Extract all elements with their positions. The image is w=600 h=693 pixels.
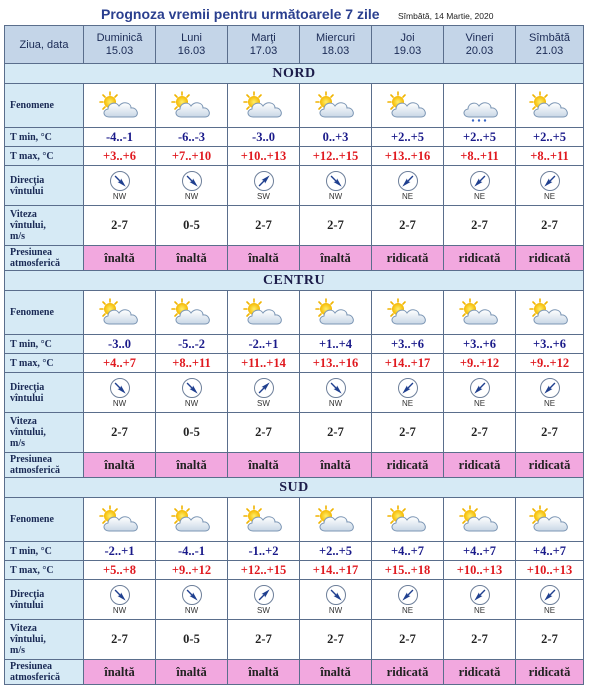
- wind-speed-value: 2-7: [228, 206, 300, 246]
- row-label-wind-dir: [5, 580, 84, 620]
- pressure-value: ridicată: [444, 660, 516, 685]
- wind-compass-icon: [516, 170, 583, 192]
- wind-speed-value: 2-7: [372, 620, 444, 660]
- tmin-row: [5, 542, 584, 561]
- wind-speed-value: 2-7: [372, 206, 444, 246]
- wind-dir-cell: [372, 580, 444, 620]
- day-date: 18.03: [321, 44, 350, 57]
- tmax-value: +15..+18: [372, 561, 444, 580]
- weather-cell: [372, 498, 444, 542]
- row-label-wind-dir: [5, 166, 84, 206]
- day-name: Duminică: [96, 31, 143, 44]
- pressure-value: ridicată: [372, 246, 444, 271]
- wind-dir-cell: [84, 166, 156, 206]
- wind-speed-value: 0-5: [156, 206, 228, 246]
- weather-cell: [444, 291, 516, 335]
- day-header: [300, 26, 372, 64]
- partly-cloudy-icon: [156, 297, 227, 329]
- label-line: atmosferică: [10, 465, 60, 476]
- label-line: vîntului,: [10, 634, 46, 645]
- row-label-wind-speed: [5, 206, 84, 246]
- partly-cloudy-icon: [444, 297, 515, 329]
- wind-speed-value: 2-7: [372, 413, 444, 453]
- tmin-value: -4..-1: [84, 128, 156, 147]
- wind-dir-cell: [228, 166, 300, 206]
- partly-cloudy-icon: [372, 90, 443, 122]
- wind-speed-value: 2-7: [444, 206, 516, 246]
- pressure-value: înaltă: [228, 660, 300, 685]
- label-line: Presiunea: [10, 247, 53, 258]
- tmax-row: [5, 354, 584, 373]
- weather-cell: [516, 84, 584, 128]
- day-name: Vineri: [465, 31, 494, 44]
- label-line: Direcţia: [10, 588, 45, 600]
- wind-dir-label: NW: [184, 399, 199, 408]
- wind-speed-value: 2-7: [84, 413, 156, 453]
- wind-dir-cell: [444, 580, 516, 620]
- partly-cloudy-icon: [516, 90, 583, 122]
- forecast-table: [4, 25, 584, 685]
- tmax-value: +12..+15: [300, 147, 372, 166]
- pressure-value: înaltă: [300, 660, 372, 685]
- row-label-tmin: T min, °C: [5, 128, 84, 147]
- wind-compass-icon: [516, 377, 583, 399]
- pressure-value: înaltă: [84, 246, 156, 271]
- wind-dir-label: NW: [328, 606, 343, 615]
- weather-cell: [156, 291, 228, 335]
- day-header: [84, 26, 156, 64]
- partly-cloudy-icon: [84, 90, 155, 122]
- current-date: Sîmbătă, 14 Martie, 2020: [398, 11, 494, 21]
- row-label-pressure: [5, 453, 84, 478]
- weather-cell: [444, 498, 516, 542]
- tmax-value: +10..+13: [228, 147, 300, 166]
- wind-compass-icon: [228, 584, 299, 606]
- wind-dir-cell: [84, 580, 156, 620]
- weather-cell: [84, 84, 156, 128]
- wind-dir-cell: [156, 580, 228, 620]
- tmax-value: +12..+15: [228, 561, 300, 580]
- wind-compass-icon: [516, 584, 583, 606]
- tmax-value: +10..+13: [516, 561, 584, 580]
- wind-dir-cell: [444, 166, 516, 206]
- tmin-value: +4..+7: [516, 542, 584, 561]
- wind-speed-row: [5, 620, 584, 660]
- label-line: Presiunea: [10, 661, 53, 672]
- wind-compass-icon: [444, 377, 515, 399]
- tmin-value: -2..+1: [84, 542, 156, 561]
- tmax-value: +5..+8: [84, 561, 156, 580]
- tmax-value: +13..+16: [300, 354, 372, 373]
- region-title: SUD: [5, 478, 584, 498]
- partly-cloudy-icon: [372, 297, 443, 329]
- wind-speed-row: [5, 206, 584, 246]
- pressure-value: ridicată: [516, 246, 584, 271]
- pressure-value: înaltă: [84, 453, 156, 478]
- tmax-row: [5, 561, 584, 580]
- tmax-value: +7..+10: [156, 147, 228, 166]
- wind-compass-icon: [300, 584, 371, 606]
- weather-cell: [372, 84, 444, 128]
- label-line: atmosferică: [10, 258, 60, 269]
- pressure-row: [5, 660, 584, 685]
- wind-dir-cell: [300, 373, 372, 413]
- pressure-value: înaltă: [156, 660, 228, 685]
- pressure-value: ridicată: [372, 660, 444, 685]
- day-header: [156, 26, 228, 64]
- tmax-row: [5, 147, 584, 166]
- wind-compass-icon: [156, 377, 227, 399]
- weather-row: [5, 498, 584, 542]
- wind-dir-cell: [228, 580, 300, 620]
- tmin-value: -3..0: [84, 335, 156, 354]
- day-header: [372, 26, 444, 64]
- row-label-weather: Fenomene: [5, 291, 84, 335]
- wind-speed-value: 2-7: [300, 413, 372, 453]
- weather-cell: [516, 498, 584, 542]
- wind-dir-cell: [300, 166, 372, 206]
- weather-cell: [372, 291, 444, 335]
- tmin-row: [5, 128, 584, 147]
- wind-speed-value: 2-7: [228, 620, 300, 660]
- day-date: 15.03: [105, 44, 134, 57]
- tmax-value: +10..+13: [444, 561, 516, 580]
- label-line: vîntului: [10, 392, 44, 404]
- wind-dir-row: [5, 580, 584, 620]
- row-label-wind-speed: [5, 620, 84, 660]
- row-label-tmax: T max, °C: [5, 147, 84, 166]
- label-line: vîntului,: [10, 220, 46, 231]
- partly-cloudy-icon: [300, 90, 371, 122]
- pressure-value: ridicată: [372, 453, 444, 478]
- wind-compass-icon: [156, 170, 227, 192]
- pressure-row: [5, 453, 584, 478]
- pressure-value: ridicată: [444, 246, 516, 271]
- page-title: Prognoza vremii pentru următoarele 7 zile: [101, 6, 380, 22]
- wind-dir-cell: [516, 166, 584, 206]
- wind-dir-label: SW: [257, 399, 270, 408]
- row-label-wind-dir: [5, 373, 84, 413]
- wind-speed-value: 2-7: [228, 413, 300, 453]
- wind-compass-icon: [156, 584, 227, 606]
- row-label-tmin: T min, °C: [5, 335, 84, 354]
- pressure-value: înaltă: [228, 246, 300, 271]
- pressure-row: [5, 246, 584, 271]
- day-date: 16.03: [177, 44, 206, 57]
- partly-cloudy-icon: [228, 504, 299, 536]
- label-line: m/s: [10, 438, 25, 449]
- tmin-value: -5..-2: [156, 335, 228, 354]
- day-date: 19.03: [393, 44, 422, 57]
- weather-row: [5, 84, 584, 128]
- day-name: Sîmbătă: [529, 31, 570, 44]
- pressure-value: înaltă: [156, 246, 228, 271]
- pressure-value: înaltă: [300, 246, 372, 271]
- partly-cloudy-icon: [300, 504, 371, 536]
- tmin-value: 0..+3: [300, 128, 372, 147]
- tmin-value: -2..+1: [228, 335, 300, 354]
- wind-speed-value: 2-7: [516, 620, 584, 660]
- wind-dir-label: NE: [473, 192, 486, 201]
- wind-speed-value: 2-7: [444, 413, 516, 453]
- weather-row: [5, 291, 584, 335]
- wind-dir-cell: [300, 580, 372, 620]
- tmax-value: +9..+12: [516, 354, 584, 373]
- partly-cloudy-icon: [228, 90, 299, 122]
- wind-dir-label: NE: [473, 606, 486, 615]
- wind-dir-label: SW: [257, 606, 270, 615]
- day-header: [228, 26, 300, 64]
- label-line: Presiunea: [10, 454, 53, 465]
- tmin-value: +4..+7: [444, 542, 516, 561]
- region-title: NORD: [5, 64, 584, 84]
- day-date: 17.03: [249, 44, 278, 57]
- day-name: Luni: [181, 31, 202, 44]
- tmin-value: +2..+5: [516, 128, 584, 147]
- wind-dir-label: SW: [257, 192, 270, 201]
- weather-cell: [300, 84, 372, 128]
- label-line: vîntului,: [10, 427, 46, 438]
- wind-dir-cell: [228, 373, 300, 413]
- row-label-tmax: T max, °C: [5, 561, 84, 580]
- region-row: [5, 64, 584, 84]
- wind-compass-icon: [444, 170, 515, 192]
- tmin-value: -6..-3: [156, 128, 228, 147]
- wind-dir-label: NW: [112, 192, 127, 201]
- pressure-value: înaltă: [228, 453, 300, 478]
- region-row: [5, 478, 584, 498]
- tmin-value: +2..+5: [444, 128, 516, 147]
- wind-compass-icon: [84, 170, 155, 192]
- day-name: Miercuri: [315, 31, 356, 44]
- label-line: m/s: [10, 231, 25, 242]
- pressure-value: ridicată: [516, 453, 584, 478]
- wind-dir-cell: [444, 373, 516, 413]
- wind-dir-cell: [156, 373, 228, 413]
- label-line: m/s: [10, 645, 25, 656]
- tmax-value: +3..+6: [84, 147, 156, 166]
- tmin-value: +2..+5: [300, 542, 372, 561]
- region-row: [5, 271, 584, 291]
- wind-dir-cell: [156, 166, 228, 206]
- partly-cloudy-icon: [228, 297, 299, 329]
- tmax-value: +9..+12: [444, 354, 516, 373]
- tmin-value: +2..+5: [372, 128, 444, 147]
- wind-dir-label: NW: [184, 192, 199, 201]
- day-name: Joi: [400, 31, 415, 44]
- tmin-value: +3..+6: [516, 335, 584, 354]
- weather-cell: [516, 291, 584, 335]
- label-line: vîntului: [10, 599, 44, 611]
- weather-cell: [444, 84, 516, 128]
- tmin-value: -1..+2: [228, 542, 300, 561]
- weather-cell: [228, 84, 300, 128]
- tmax-value: +4..+7: [84, 354, 156, 373]
- label-line: Viteza: [10, 209, 37, 220]
- label-line: vîntului: [10, 185, 44, 197]
- tmin-value: -4..-1: [156, 542, 228, 561]
- wind-dir-cell: [516, 580, 584, 620]
- wind-dir-label: NE: [401, 192, 414, 201]
- wind-speed-value: 0-5: [156, 413, 228, 453]
- wind-dir-cell: [516, 373, 584, 413]
- wind-compass-icon: [372, 377, 443, 399]
- wind-dir-label: NE: [401, 606, 414, 615]
- header-corner: Ziua, data: [5, 26, 84, 64]
- wind-dir-label: NW: [328, 399, 343, 408]
- partly-cloudy-icon: [444, 504, 515, 536]
- wind-dir-label: NW: [328, 192, 343, 201]
- tmax-value: +13..+16: [372, 147, 444, 166]
- wind-compass-icon: [300, 377, 371, 399]
- wind-dir-label: NE: [473, 399, 486, 408]
- day-date: 20.03: [465, 44, 494, 57]
- wind-compass-icon: [228, 377, 299, 399]
- tmax-value: +8..+11: [516, 147, 584, 166]
- day-header: [444, 26, 516, 64]
- wind-compass-icon: [444, 584, 515, 606]
- weather-cell: [300, 291, 372, 335]
- tmax-value: +8..+11: [444, 147, 516, 166]
- wind-dir-cell: [84, 373, 156, 413]
- tmin-value: +3..+6: [372, 335, 444, 354]
- pressure-value: înaltă: [84, 660, 156, 685]
- tmin-value: +4..+7: [372, 542, 444, 561]
- weather-cell: [84, 291, 156, 335]
- tmin-value: +3..+6: [444, 335, 516, 354]
- wind-compass-icon: [300, 170, 371, 192]
- weather-cell: [228, 498, 300, 542]
- weather-cell: [84, 498, 156, 542]
- row-label-pressure: [5, 246, 84, 271]
- tmax-value: +11..+14: [228, 354, 300, 373]
- header-row: [5, 26, 584, 64]
- wind-speed-value: 2-7: [516, 206, 584, 246]
- day-name: Marţi: [251, 31, 276, 44]
- wind-speed-value: 2-7: [300, 620, 372, 660]
- wind-speed-value: 0-5: [156, 620, 228, 660]
- tmax-value: +14..+17: [372, 354, 444, 373]
- wind-speed-value: 2-7: [444, 620, 516, 660]
- weather-cell: [156, 84, 228, 128]
- label-line: Direcţia: [10, 174, 45, 186]
- wind-dir-label: NE: [543, 192, 556, 201]
- weather-cell: [156, 498, 228, 542]
- label-line: Direcţia: [10, 381, 45, 393]
- page-header: [0, 0, 600, 26]
- tmax-value: +9..+12: [156, 561, 228, 580]
- row-label-weather: Fenomene: [5, 498, 84, 542]
- pressure-value: înaltă: [300, 453, 372, 478]
- wind-compass-icon: [84, 584, 155, 606]
- wind-dir-row: [5, 166, 584, 206]
- partly-cloudy-icon: [516, 297, 583, 329]
- tmax-value: +8..+11: [156, 354, 228, 373]
- tmin-value: -3..0: [228, 128, 300, 147]
- wind-dir-row: [5, 373, 584, 413]
- pressure-value: înaltă: [156, 453, 228, 478]
- wind-compass-icon: [372, 584, 443, 606]
- label-line: atmosferică: [10, 672, 60, 683]
- day-header: [516, 26, 584, 64]
- wind-speed-row: [5, 413, 584, 453]
- wind-dir-label: NW: [112, 606, 127, 615]
- partly-cloudy-icon: [84, 504, 155, 536]
- partly-cloudy-icon: [84, 297, 155, 329]
- row-label-weather: Fenomene: [5, 84, 84, 128]
- partly-cloudy-icon: [156, 504, 227, 536]
- wind-dir-label: NW: [112, 399, 127, 408]
- wind-dir-cell: [372, 373, 444, 413]
- wind-compass-icon: [228, 170, 299, 192]
- wind-dir-cell: [372, 166, 444, 206]
- wind-compass-icon: [84, 377, 155, 399]
- region-title: CENTRU: [5, 271, 584, 291]
- label-line: Viteza: [10, 623, 37, 634]
- wind-dir-label: NE: [401, 399, 414, 408]
- tmin-value: +1..+4: [300, 335, 372, 354]
- day-date: 21.03: [535, 44, 564, 57]
- label-line: Viteza: [10, 416, 37, 427]
- wind-compass-icon: [372, 170, 443, 192]
- wind-speed-value: 2-7: [84, 620, 156, 660]
- partly-cloudy-icon: [156, 90, 227, 122]
- row-label-tmax: T max, °C: [5, 354, 84, 373]
- wind-dir-label: NW: [184, 606, 199, 615]
- cloud-snow-icon: [444, 90, 515, 122]
- tmax-value: +14..+17: [300, 561, 372, 580]
- wind-dir-label: NE: [543, 399, 556, 408]
- wind-dir-label: NE: [543, 606, 556, 615]
- pressure-value: ridicată: [516, 660, 584, 685]
- weather-cell: [300, 498, 372, 542]
- partly-cloudy-icon: [372, 504, 443, 536]
- row-label-wind-speed: [5, 413, 84, 453]
- row-label-pressure: [5, 660, 84, 685]
- wind-speed-value: 2-7: [84, 206, 156, 246]
- wind-speed-value: 2-7: [516, 413, 584, 453]
- partly-cloudy-icon: [516, 504, 583, 536]
- weather-cell: [228, 291, 300, 335]
- row-label-tmin: T min, °C: [5, 542, 84, 561]
- wind-speed-value: 2-7: [300, 206, 372, 246]
- pressure-value: ridicată: [444, 453, 516, 478]
- tmin-row: [5, 335, 584, 354]
- partly-cloudy-icon: [300, 297, 371, 329]
